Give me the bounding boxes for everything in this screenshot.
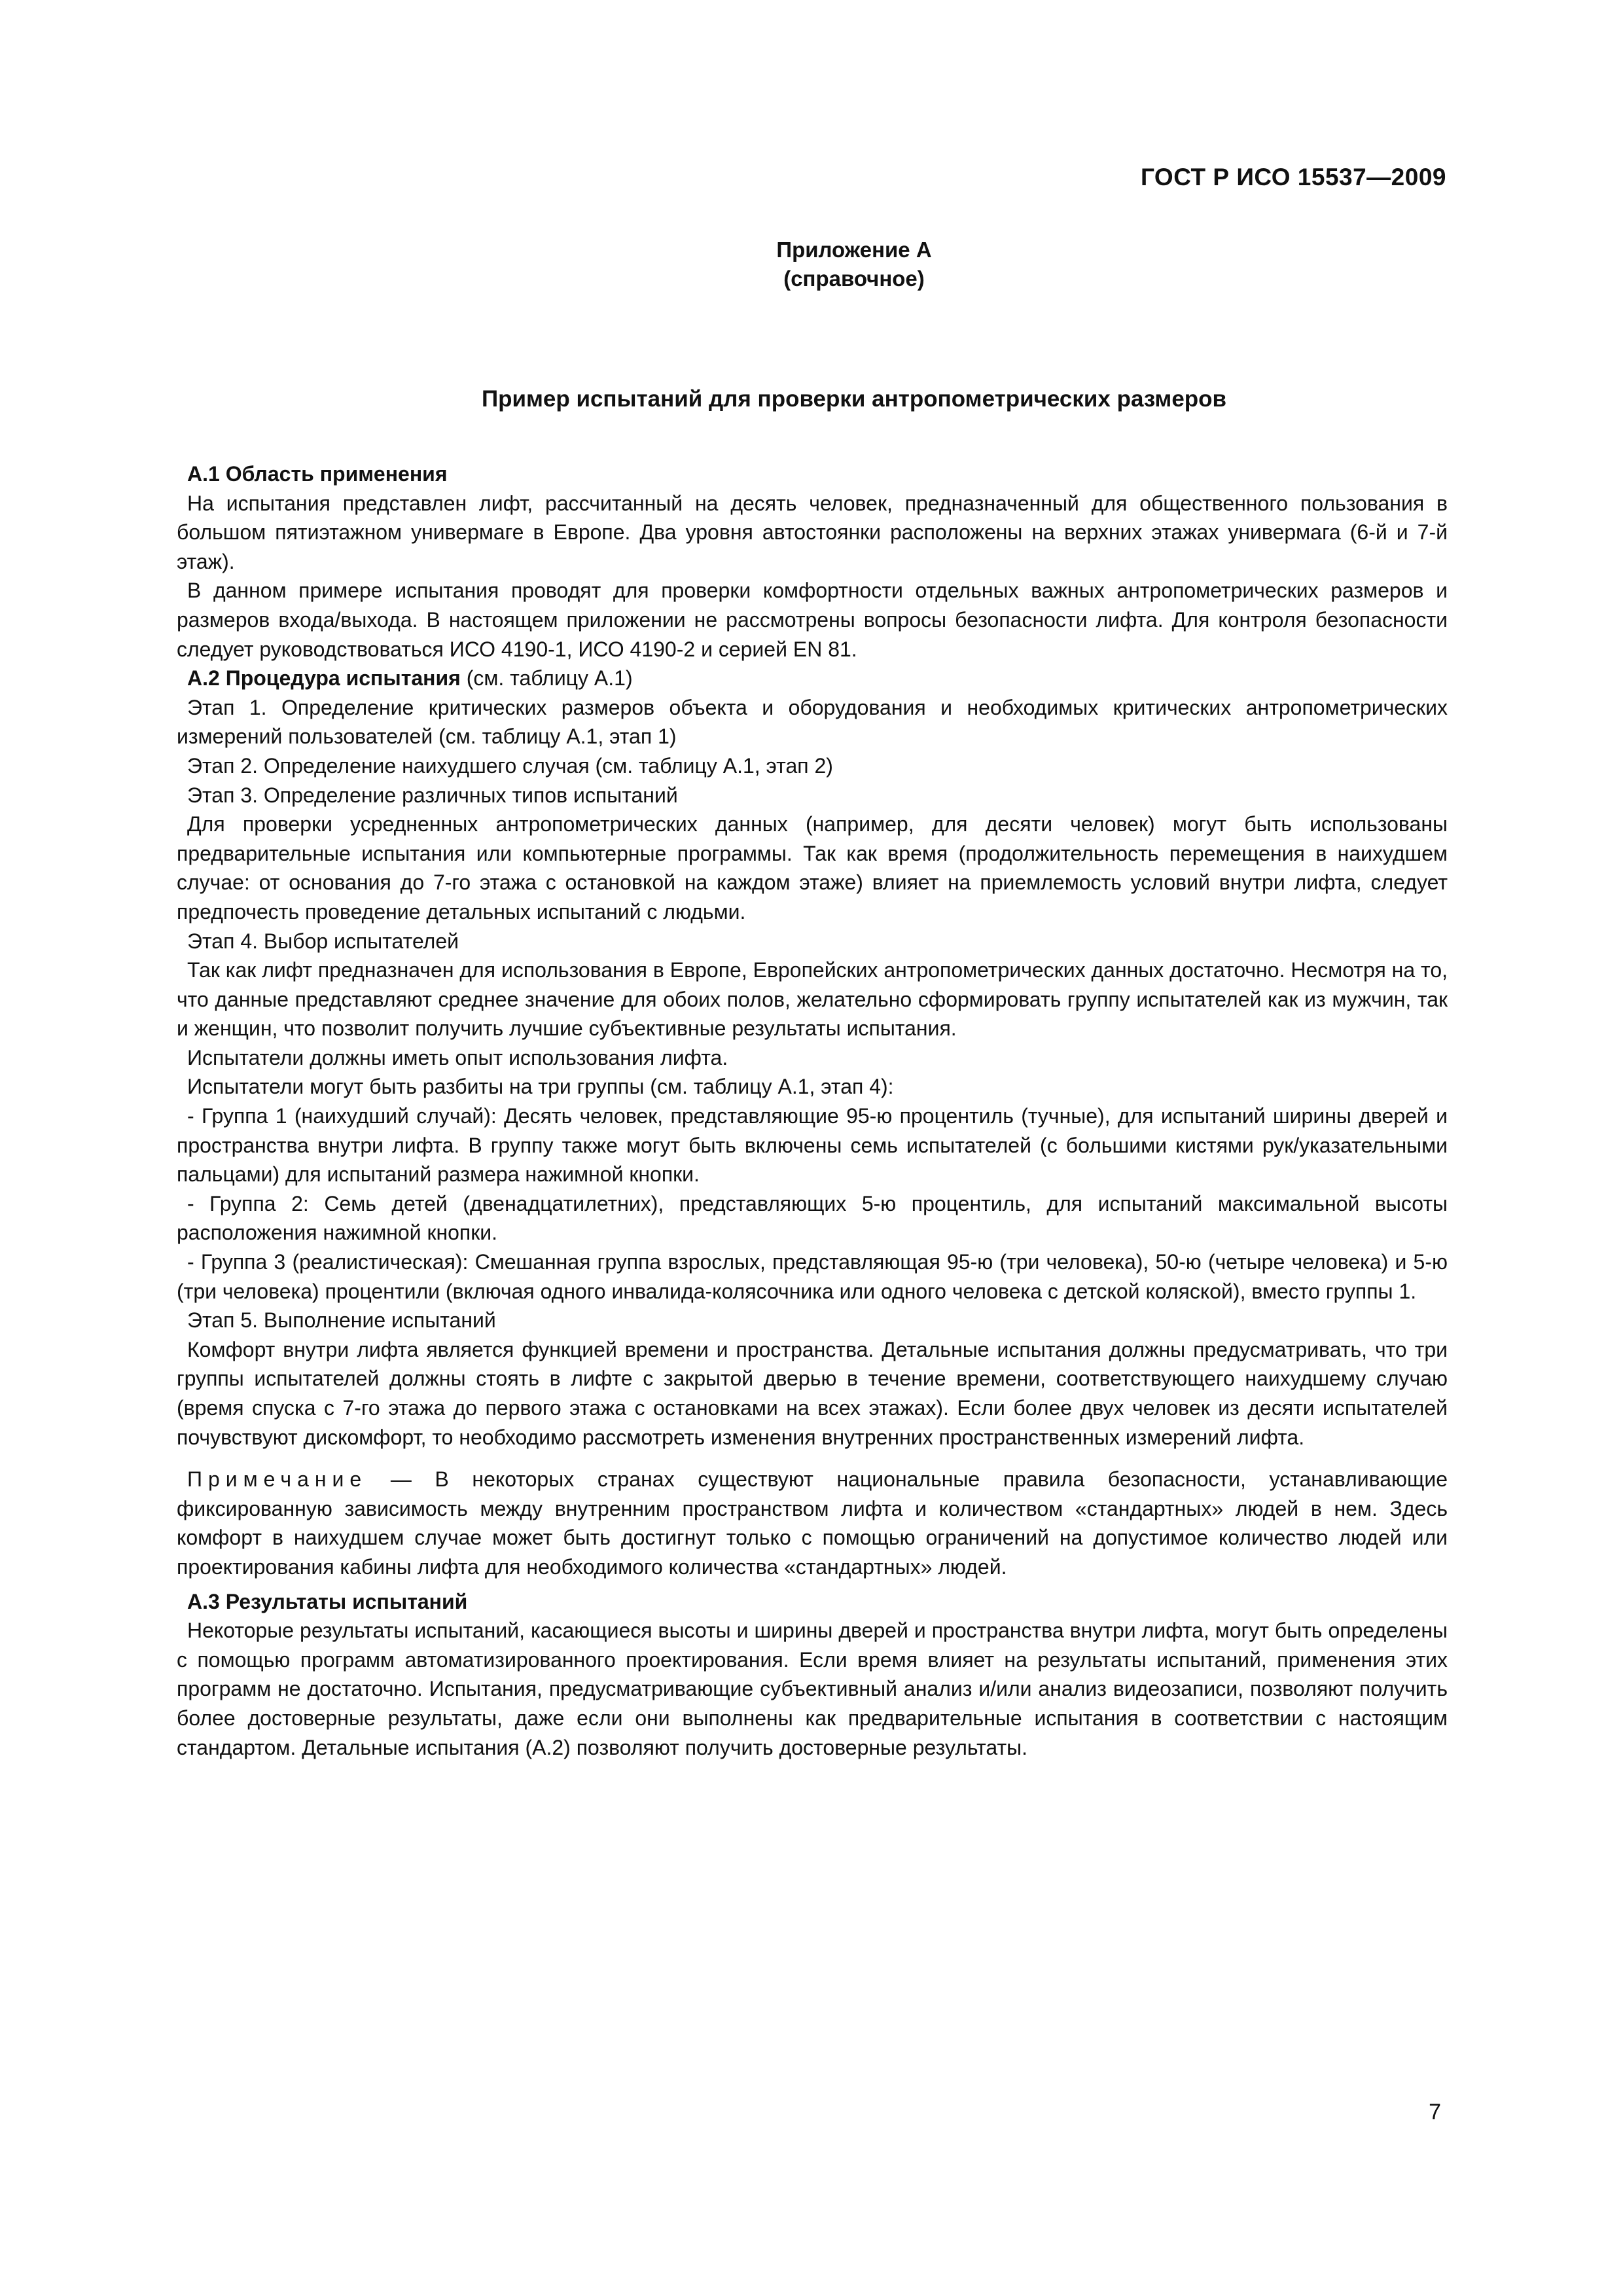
stage-4: Этап 4. Выбор испытателей [187, 929, 459, 953]
group-3-item: - Группа 3 (реалистическая): Смешанная группа взрослых, представляющая 95-ю (три человека), 50-ю (четыре человека) и 5-ю (три человека) процентили (включая одного инвалида-колясочника или одного человека с детской коляской), вместо группы 1. [177, 1250, 1448, 1303]
group-1-item: - Группа 1 (наихудший случай): Десять человек, представляющие 95-ю процентиль (тучные), для испытаний ширины дверей и пространства внутри лифта. В группу также могут быть включены семь испытателей (с большими кистями рук/указательными пальцами) для испытаний размера нажимной кнопки. [177, 1104, 1448, 1187]
paragraph: Комфорт внутри лифта является функцией времени и пространства. Детальные испытания должны предусматривать, что три группы испытателей должны стоять в лифте с закрытой дверью в течение времени, соответствующего наихудшему случаю (время спуска с 7-го этажа до первого этажа с остановками на всех этажах). Если более двух человек из десяти испытателей почувствуют дискомфорт, то необходимо рассмотреть изменения внутренних пространственных измерений лифта. [177, 1337, 1448, 1449]
note-text: — В некоторых странах существуют национальные правила безопасности, устанавливающие фиксированную зависимость между внутренним пространством лифта и количеством «стандартных» людей в нем. Здесь комфорт в наихудшем случае может быть достигнут только с помощью ограничений на допустимое количество людей или проектирования кабины лифта для необходимого количества «стандартных» людей. [177, 1467, 1448, 1579]
section-a2-reference: (см. таблицу А.1) [460, 666, 633, 691]
paragraph: В данном примере испытания проводят для проверки комфортности отдельных важных антропометрических размеров и размеров входа/выхода. В настоящем приложении не рассмотрены вопросы безопасности лифта. Для контроля безопасности следует руководствоваться ИСО 4190-1, ИСО 4190-2 и серией EN 81. [177, 579, 1448, 661]
paragraph: На испытания представлен лифт, рассчитанный на десять человек, предназначенный для общественного пользования в большом пятиэтажном универмаге в Европе. Два уровня автостоянки расположены на верхних этажах универмага (6-й и 7-й этаж). [177, 491, 1448, 573]
section-a1-heading: А.1 Область применения [187, 462, 448, 486]
document-code: ГОСТ Р ИСО 15537—2009 [1140, 164, 1446, 190]
paragraph: Для проверки усредненных антропометрических данных (например, для десяти человек) могут быть использованы предварительные испытания или компьютерные программы. Так как время (продолжительность перемещения в наихудшем случае: от основания до 7-го этажа с остановкой на каждом этаже) влияет на приемлемость условий внутри лифта, следует предпочесть проведение детальных испытаний с людьми. [177, 812, 1448, 924]
paragraph: Так как лифт предназначен для использования в Европе, Европейских антропометрических данных достаточно. Несмотря на то, что данные представляют среднее значение для обоих полов, желательно сформировать группу испытателей как из мужчин, так и женщин, что позволит получить лучшие субъективные результаты испытания. [177, 958, 1448, 1041]
page-number: 7 [1429, 2100, 1441, 2125]
stage-2: Этап 2. Определение наихудшего случая (см. таблицу А.1, этап 2) [187, 753, 833, 778]
section-a2-heading [177, 664, 1448, 693]
paragraph: Испытатели могут быть разбиты на три группы (см. таблицу А.1, этап 4): [187, 1075, 894, 1099]
stage-3: Этап 3. Определение различных типов испытаний [187, 783, 678, 807]
section-a2-title: А.2 Процедура испытания [187, 666, 461, 691]
stage-1: Этап 1. Определение критических размеров объекта и оборудования и необходимых критических антропометрических измерений пользователей (см. таблицу А.1, этап 1) [177, 695, 1448, 749]
paragraph: Испытатели должны иметь опыт использования лифта. [187, 1045, 728, 1069]
stage-5: Этап 5. Выполнение испытаний [187, 1308, 496, 1333]
appendix-title: Приложение А [776, 238, 932, 262]
group-2-item: - Группа 2: Семь детей (двенадцатилетних), представляющих 5-ю процентиль, для испытаний максимальной высоты расположения нажимной кнопки. [177, 1191, 1448, 1245]
appendix-status: (справочное) [783, 266, 925, 291]
document-body [177, 459, 1448, 1762]
paragraph: Некоторые результаты испытаний, касающиеся высоты и ширины дверей и пространства внутри лифта, могут быть определены с помощью программ автоматизированного проектирования. Если время влияет на результаты испытаний, применения этих программ не достаточно. Испытания, предусматривающие субъективный анализ и/или анализ видеозаписи, позволяют получить более достоверные результаты, даже если они выполнены как предварительные испытания в соответствии с настоящим стандартом. Детальные испытания (А.2) позволяют получить достоверные результаты. [177, 1619, 1448, 1759]
section-a3-heading: А.3 Результаты испытаний [187, 1589, 468, 1613]
appendix-heading: Пример испытаний для проверки антропометрических размеров [481, 386, 1227, 412]
appendix-label [0, 236, 1623, 293]
note [177, 1465, 1448, 1581]
note-label: Примечание [187, 1467, 368, 1492]
